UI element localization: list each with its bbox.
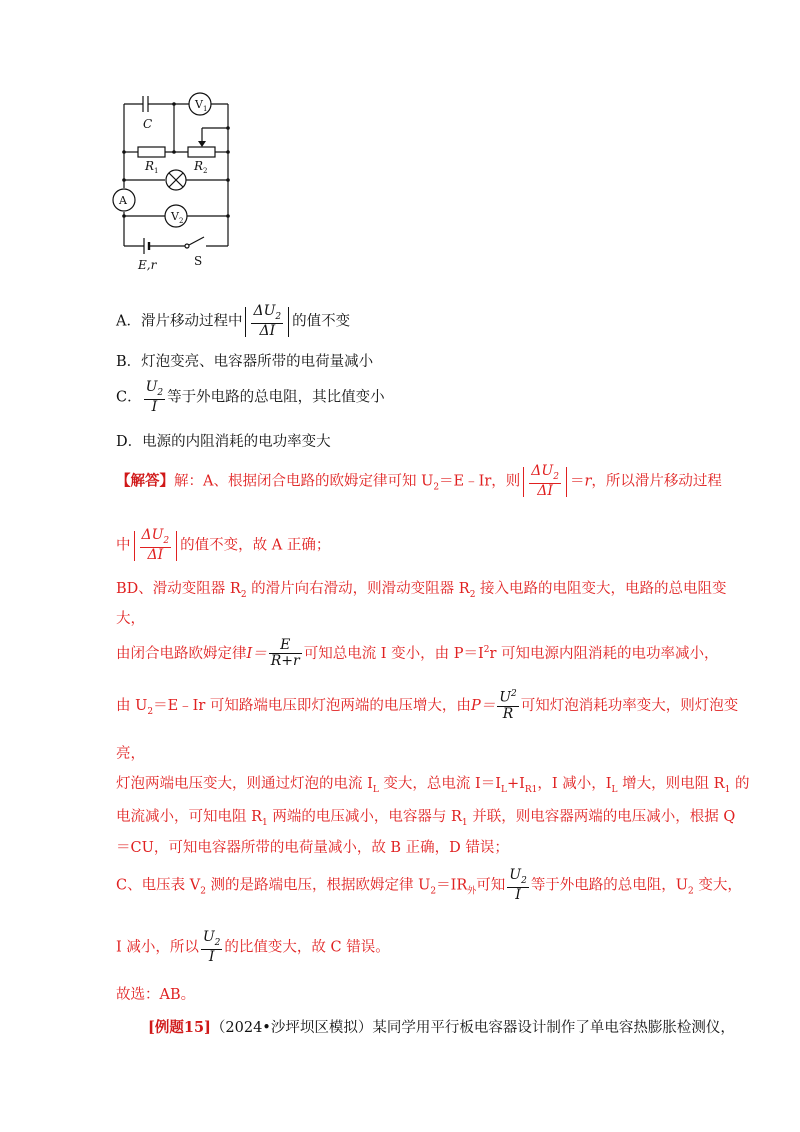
- source-label: E,r: [138, 258, 157, 272]
- answer-line-4: 大，: [116, 611, 145, 627]
- r2-label: R: [194, 159, 204, 173]
- option-c: C． $\frac{U_2}{I}$ 等于外电路的总电阻，其比值变小: [116, 379, 385, 415]
- v2-sub: 2: [179, 217, 184, 225]
- option-a: A．滑片移动过程中 $\frac{\Delta U_2}{\Delta I}$ 的值不变: [116, 303, 351, 339]
- example-tag: [例题15]: [148, 1019, 211, 1036]
- answer-line-12: I 减小，所以 $\frac{U_2}{I}$ 的比值变大，故 C 错误。: [116, 929, 390, 965]
- answer-line-8: 灯泡两端电压变大，则通过灯泡的电流 $I_L$ 变大，总电流 $I=I_L+I_{R1}$，I 减小，$I_L$ 增大，则电阻 $R_1$ 的: [116, 776, 750, 795]
- answer-line-9: 电流减小，可知电阻 $R_1$ 两端的电压减小，电容器与 $R_1$ 并联，则电容器两端的电压减小，根据 Q: [116, 809, 736, 828]
- v1-label: V: [195, 98, 203, 111]
- answer-line-7: 亮，: [116, 746, 145, 762]
- answer-line-6: 由 $U_2=E﹣Ir$ 可知路端电压即灯泡两端的电压增大，由P＝ $\frac{U^2}{R}$ 可知灯泡消耗功率变大，则灯泡变: [116, 689, 739, 723]
- r1-sub: 1: [154, 167, 159, 175]
- option-a-fraction: $\frac{\Delta U_2}{\Delta I}$: [253, 303, 282, 339]
- capacitor-label: C: [143, 117, 153, 131]
- option-d: D．电源的内阻消耗的电功率变大: [116, 434, 331, 450]
- v2-label: V: [171, 210, 179, 223]
- option-b: B．灯泡变亮、电容器所带的电荷量减小: [116, 354, 374, 370]
- switch-label: S: [194, 254, 203, 268]
- ammeter-label: A: [119, 194, 127, 207]
- next-example: [例题15]（2024•沙坪坝区模拟）某同学用平行板电容器设计制作了单电容热膨胀检测仪，: [148, 1019, 735, 1036]
- r2-sub: 2: [203, 167, 208, 175]
- answer-line-5: 由闭合电路欧姆定律I＝ $\frac{E}{R+r}$ 可知总电流 I 变小，由 $P=I^2r$ 可知电源内阻消耗的电功率减小，: [116, 637, 719, 670]
- answer-line-11: C、电压表 $V_2$ 测的是路端电压，根据欧姆定律 $U_2=IR_外$可知 $\frac{U_2}{I}$ 等于外电路的总电阻，$U_2$ 变大，: [116, 867, 742, 903]
- answer-tag: 【解答】: [116, 472, 174, 490]
- answer-line-1: 【解答】解：A、根据闭合电路的欧姆定律可知 $U_2=E﹣Ir$，则 $\frac{\Delta U_2}{\Delta I}$ ＝r，所以滑片移动过程: [116, 463, 722, 499]
- answer-conclusion: 故选：AB。: [116, 987, 196, 1003]
- r1-label: R: [145, 159, 155, 173]
- answer-line-10: ＝CU，可知电容器所带的电荷量减小，故 B 正确，D 错误；: [116, 840, 509, 856]
- answer-line-2: 中 $\frac{\Delta U_2}{\Delta I}$ 的值不变，故 A 正确；: [116, 527, 331, 563]
- v1-sub: 1: [203, 105, 208, 113]
- circuit-diagram: [100, 88, 250, 273]
- option-c-fraction: $\frac{U_2}{I}$: [145, 379, 164, 415]
- answer-line-3: BD、滑动变阻器 $R_2$ 的滑片向右滑动，则滑动变阻器 $R_2$ 接入电路的电阻变大，电路的总电阻变: [116, 581, 727, 600]
